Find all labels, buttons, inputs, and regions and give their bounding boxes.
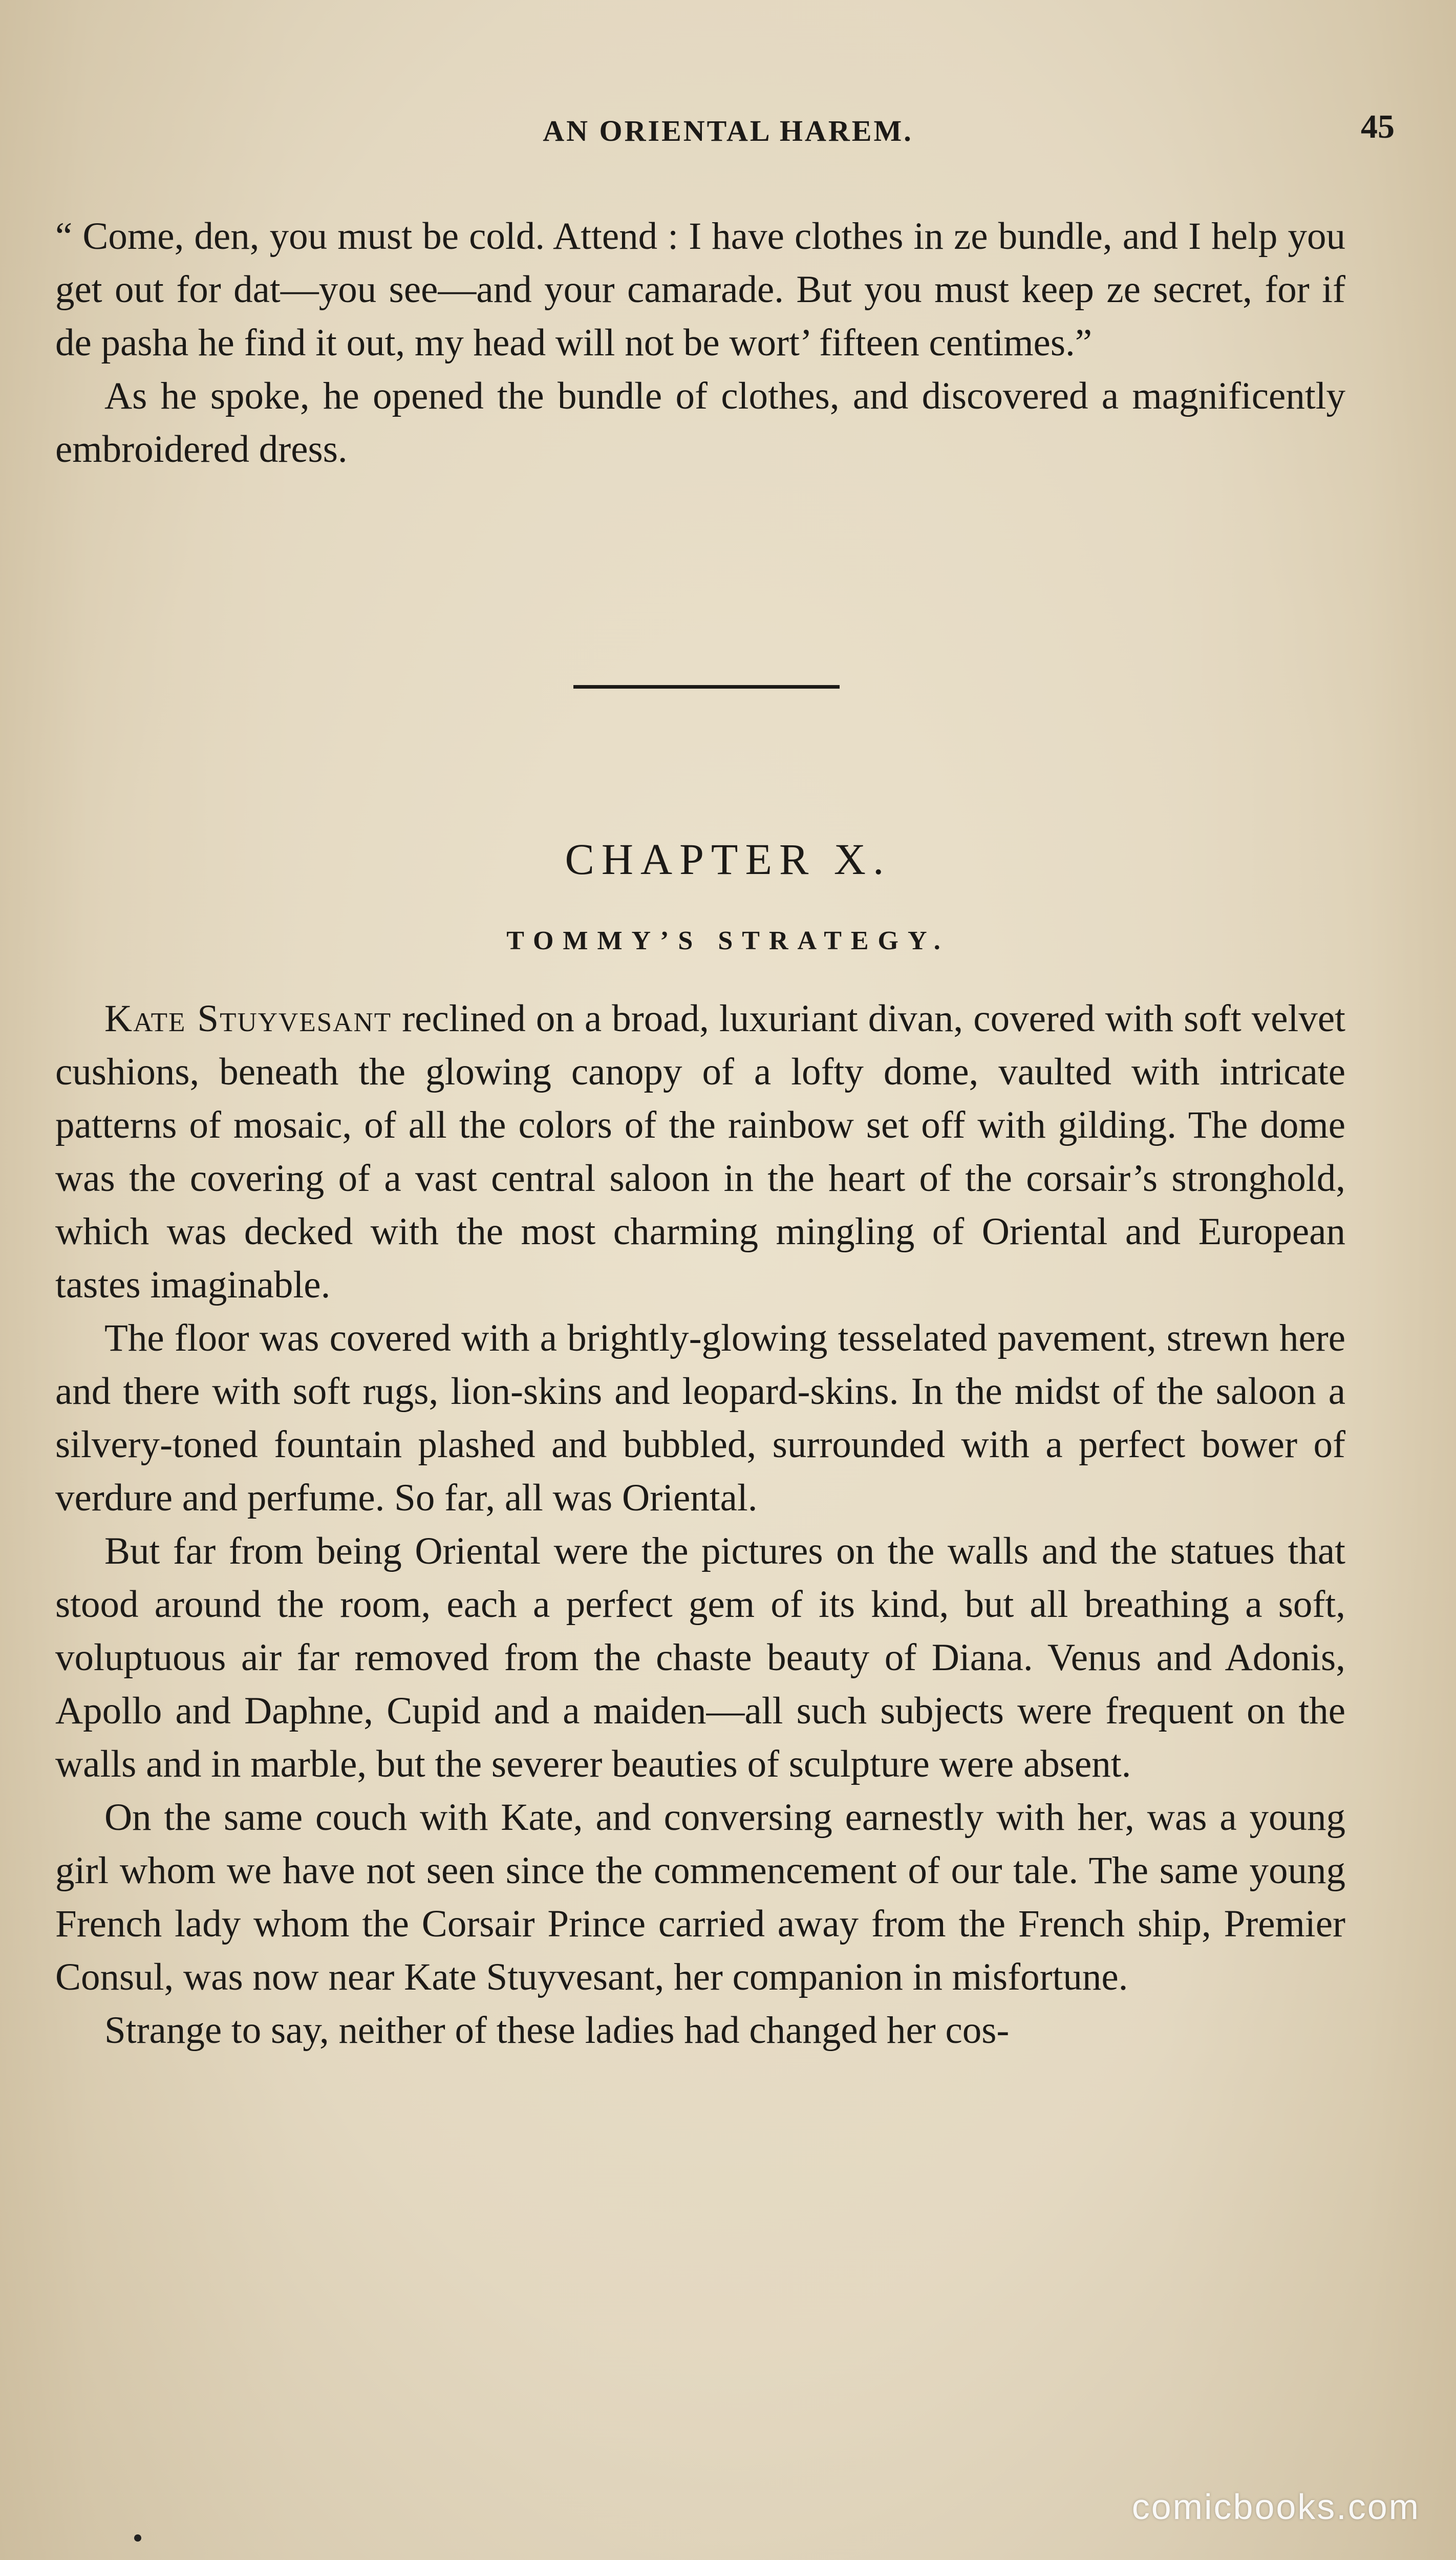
text-section-1 <box>55 210 1345 476</box>
running-head: AN ORIENTAL HAREM. <box>543 114 913 147</box>
paragraph: But far from being Oriental were the pictures on the walls and the statues that stood around the room, each a perfect gem of its kind, but all breathing a soft, voluptuous air far removed from the chaste beauty of Diana. Venus and Adonis, Apollo and Daphne, Cupid and a maiden—all such subjects were frequent on the walls and in marble, but the severer beauties of sculpture were absent. <box>55 1530 1345 1785</box>
watermark: comicbooks.com <box>1131 2487 1420 2527</box>
page-number: 45 <box>1361 108 1395 145</box>
paragraph: On the same couch with Kate, and conversing earnestly with her, was a young girl whom we have not seen since the commencement of our tale. The same young French lady whom the Corsair Prince carried away from the French ship, Premier Consul, was now near Kate Stuyvesant, her companion in misfortune. <box>55 1796 1345 1998</box>
chapter-subtitle: TOMMY’S STRATEGY. <box>506 926 950 955</box>
text-section-2 <box>55 992 1345 2057</box>
paragraph: “ Come, den, you must be cold. Attend : I have clothes in ze bundle, and I help you get out for dat—you see—and your camarade. But you must keep ze secret, for if de pasha he find it out, my head will not be wort’ fifteen centimes.” <box>55 215 1345 364</box>
paragraph: Strange to say, neither of these ladies had changed her cos- <box>104 2009 1010 2052</box>
opening-paragraph <box>55 992 1345 1312</box>
section-divider <box>573 685 840 689</box>
opening-name: Kate Stuyvesant <box>104 997 392 1040</box>
ink-speck <box>134 2534 141 2542</box>
chapter-title: CHAPTER X. <box>565 835 891 884</box>
paragraph: The floor was covered with a brightly-glowing tesselated pavement, strewn here and there with soft rugs, lion-skins and leopard-skins. In the midst of the saloon a silvery-toned fountain plashed and bubbled, surrounded with a perfect bower of verdure and perfume. So far, all was Oriental. <box>55 1317 1345 1519</box>
opening-text: reclined on a broad, luxuriant divan, covered with soft velvet cushions, beneath the glowing canopy of a lofty dome, vaulted with intricate patterns of mosaic, of all the colors of the rainbow set off with gilding. The dome was the covering of a vast central saloon in the heart of the corsair’s stronghold, which was decked with the most charming mingling of Oriental and European tastes imaginable. <box>55 997 1346 1306</box>
paragraph: As he spoke, he opened the bundle of clothes, and discovered a magnificently embroidered dress. <box>55 375 1345 471</box>
